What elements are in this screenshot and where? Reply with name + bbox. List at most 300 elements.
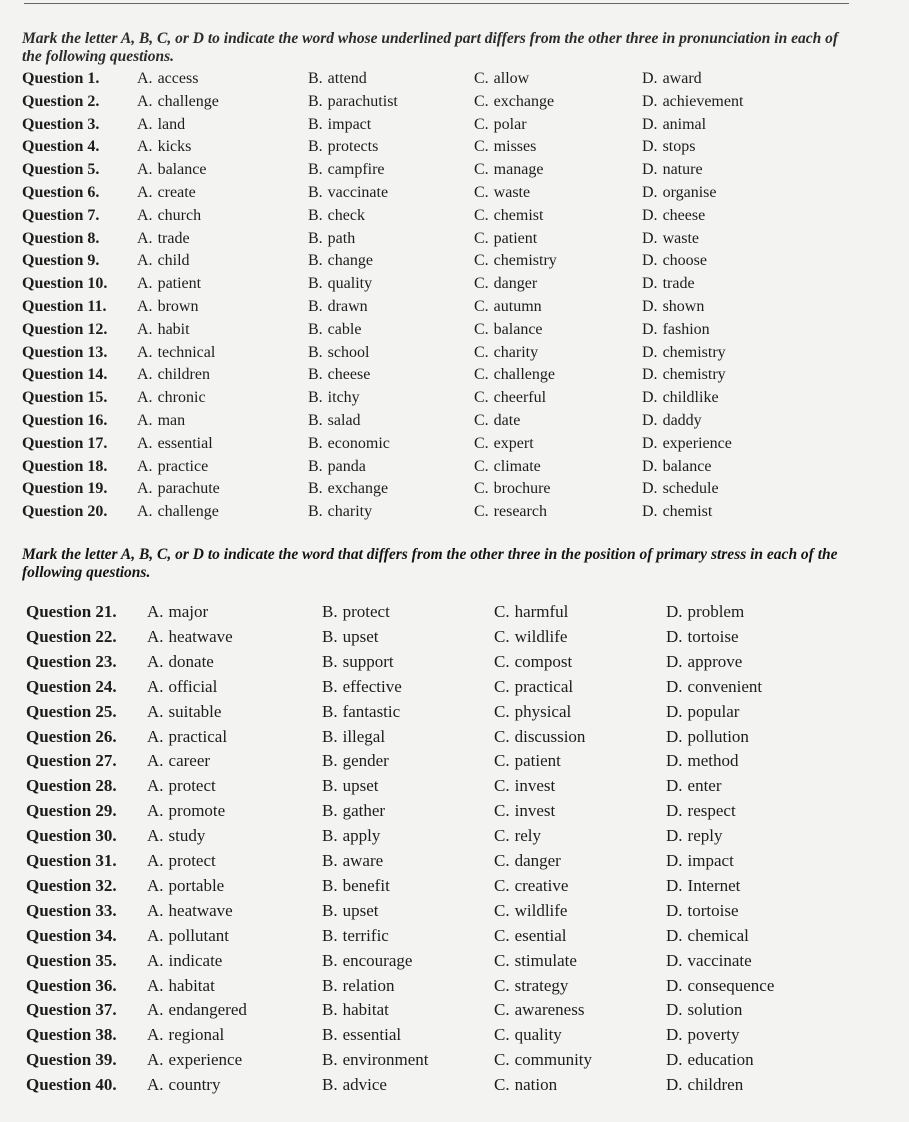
option-b[interactable] (322, 876, 390, 896)
option-b[interactable] (322, 801, 385, 821)
option-word: childlike (662, 389, 719, 407)
question-row (22, 70, 882, 92)
option-word: major (168, 602, 209, 621)
option-d[interactable] (642, 480, 719, 498)
option-a[interactable] (137, 412, 185, 430)
option-d[interactable] (666, 851, 734, 871)
option-word: impact (687, 851, 734, 870)
option-letter: B. (308, 343, 323, 361)
option-word: indicate (168, 950, 223, 970)
question-row (26, 826, 886, 848)
option-c[interactable] (474, 70, 529, 88)
option-word: danger (493, 275, 538, 293)
option-d[interactable] (666, 1075, 743, 1095)
option-b[interactable] (308, 389, 360, 407)
question-label: Question 25. (26, 701, 117, 721)
option-word: schedule (662, 480, 719, 498)
option-d[interactable] (666, 677, 762, 697)
option-b[interactable] (322, 951, 412, 971)
option-a[interactable] (137, 275, 201, 293)
option-d[interactable] (642, 366, 726, 384)
option-a[interactable] (137, 138, 191, 156)
option-d[interactable] (642, 93, 743, 111)
option-letter: B. (308, 389, 323, 407)
option-word: path (327, 229, 356, 247)
option-word: drawn (327, 298, 368, 315)
option-letter: A. (147, 801, 164, 821)
option-a[interactable] (147, 776, 216, 796)
option-d[interactable] (666, 801, 736, 821)
option-b[interactable] (308, 138, 378, 156)
option-letter: A. (147, 925, 164, 945)
option-letter: D. (642, 92, 658, 110)
option-letter: D. (642, 275, 658, 293)
question-row (22, 184, 882, 206)
option-b[interactable] (308, 480, 388, 498)
option-letter: D. (666, 975, 683, 995)
option-b[interactable] (322, 976, 395, 996)
option-c[interactable] (474, 298, 542, 316)
option-a[interactable] (147, 727, 227, 747)
option-letter: D. (666, 875, 683, 895)
option-a[interactable] (147, 1000, 247, 1020)
option-letter: C. (474, 298, 489, 315)
question-label: Question 36. (26, 975, 117, 995)
option-letter: A. (137, 184, 153, 201)
option-word: effective (342, 676, 402, 696)
option-c[interactable] (474, 503, 547, 521)
option-c[interactable] (494, 1025, 562, 1045)
question-label: Question 11. (22, 298, 107, 315)
option-c[interactable] (494, 901, 567, 921)
option-b[interactable] (308, 366, 370, 384)
option-c[interactable] (474, 480, 551, 498)
option-b[interactable] (322, 926, 389, 946)
option-word: trade (157, 229, 190, 247)
option-letter: B. (308, 161, 323, 179)
option-b[interactable] (308, 207, 365, 225)
option-letter: A. (137, 161, 153, 179)
option-b[interactable] (308, 298, 368, 316)
option-c[interactable] (494, 1000, 584, 1020)
option-c[interactable] (494, 751, 561, 771)
option-a[interactable] (147, 901, 233, 921)
option-word: date (493, 412, 521, 429)
option-b[interactable] (308, 252, 373, 270)
option-letter: C. (494, 651, 510, 671)
option-letter: B. (308, 434, 323, 452)
option-letter: C. (494, 626, 510, 646)
option-a[interactable] (147, 951, 222, 971)
option-word: study (168, 826, 206, 846)
question-row (22, 161, 882, 183)
option-d[interactable] (666, 652, 742, 672)
option-letter: D. (642, 184, 658, 201)
option-word: children (157, 366, 210, 384)
option-letter: C. (474, 434, 489, 452)
option-b[interactable] (308, 184, 388, 202)
option-letter: C. (474, 161, 489, 179)
option-d[interactable] (642, 230, 699, 248)
option-letter: A. (137, 275, 153, 293)
option-d[interactable] (642, 321, 710, 339)
option-c[interactable] (494, 602, 568, 622)
option-a[interactable] (137, 161, 206, 179)
option-d[interactable] (642, 344, 726, 362)
option-b[interactable] (322, 652, 394, 672)
option-a[interactable] (137, 389, 206, 407)
option-d[interactable] (666, 1050, 754, 1070)
option-b[interactable] (322, 602, 390, 622)
option-a[interactable] (137, 298, 198, 316)
option-letter: A. (147, 900, 164, 920)
option-a[interactable] (147, 1050, 242, 1070)
option-word: campfire (327, 161, 385, 179)
option-c[interactable] (494, 1075, 557, 1095)
question-row (22, 389, 882, 411)
option-c[interactable] (494, 951, 577, 971)
option-a[interactable] (137, 366, 210, 384)
option-letter: C. (494, 900, 510, 920)
option-letter: D. (642, 457, 658, 475)
option-d[interactable] (666, 751, 739, 771)
option-word: practice (157, 457, 209, 475)
question-label: Question 39. (26, 1050, 117, 1070)
option-d[interactable] (642, 412, 702, 430)
option-word: achievement (662, 92, 744, 110)
option-c[interactable] (474, 435, 534, 453)
option-c[interactable] (474, 93, 554, 111)
option-a[interactable] (147, 926, 229, 946)
option-d[interactable] (666, 727, 749, 747)
option-d[interactable] (666, 876, 740, 896)
option-d[interactable] (666, 951, 752, 971)
option-b[interactable] (322, 851, 383, 871)
option-word: support (342, 651, 394, 671)
option-a[interactable] (137, 70, 198, 88)
option-a[interactable] (137, 321, 190, 339)
option-word: parachute (157, 480, 220, 498)
option-a[interactable] (147, 751, 210, 771)
option-word: chemical (687, 925, 749, 945)
option-d[interactable] (666, 826, 722, 846)
option-word: misses (493, 138, 537, 156)
option-letter: A. (147, 651, 164, 671)
option-word: creative (514, 875, 569, 895)
option-d[interactable] (642, 435, 732, 453)
option-c[interactable] (474, 184, 530, 202)
option-letter: D. (666, 651, 683, 671)
option-b[interactable] (308, 344, 369, 362)
option-a[interactable] (147, 801, 225, 821)
option-letter: D. (642, 412, 658, 429)
option-letter: D. (642, 389, 658, 407)
option-d[interactable] (666, 602, 744, 622)
option-letter: C. (474, 92, 489, 110)
option-c[interactable] (474, 230, 537, 248)
option-d[interactable] (666, 776, 722, 796)
option-b[interactable] (308, 230, 355, 248)
option-b[interactable] (322, 1075, 387, 1095)
option-b[interactable] (322, 1025, 401, 1045)
question-label: Question 33. (26, 900, 117, 920)
option-c[interactable] (474, 275, 537, 293)
option-c[interactable] (494, 876, 568, 896)
option-letter: B. (308, 252, 323, 270)
option-word: protect (342, 602, 390, 621)
option-c[interactable] (494, 926, 567, 946)
option-letter: A. (147, 950, 164, 970)
option-word: environment (342, 1050, 429, 1070)
option-c[interactable] (494, 801, 555, 821)
option-d[interactable] (642, 458, 711, 476)
option-d[interactable] (642, 138, 695, 156)
question-row (26, 702, 886, 724)
option-letter: C. (474, 320, 489, 338)
option-c[interactable] (494, 702, 571, 722)
option-letter: B. (322, 801, 338, 821)
option-word: protects (327, 138, 379, 156)
option-b[interactable] (322, 727, 385, 747)
option-word: awareness (514, 1000, 585, 1020)
option-word: popular (687, 701, 740, 721)
option-c[interactable] (494, 652, 572, 672)
option-c[interactable] (474, 252, 557, 270)
option-a[interactable] (137, 503, 219, 521)
option-letter: B. (308, 184, 323, 201)
option-word: encourage (342, 950, 413, 970)
option-d[interactable] (666, 1000, 742, 1020)
option-a[interactable] (137, 252, 190, 270)
option-letter: A. (137, 298, 153, 315)
option-word: chemistry (662, 343, 726, 361)
question-label: Question 26. (26, 726, 117, 746)
option-c[interactable] (474, 366, 555, 384)
question-label: Question 9. (22, 252, 100, 270)
option-d[interactable] (642, 184, 716, 202)
option-word: cheese (327, 366, 371, 384)
option-a[interactable] (147, 976, 215, 996)
question-label: Question 30. (26, 826, 117, 846)
option-letter: C. (474, 412, 489, 429)
option-c[interactable] (494, 677, 573, 697)
option-letter: B. (308, 298, 323, 315)
option-a[interactable] (147, 627, 233, 647)
option-b[interactable] (308, 435, 390, 453)
question-label: Question 18. (22, 457, 108, 475)
option-d[interactable] (666, 901, 739, 921)
option-letter: C. (494, 851, 510, 870)
option-d[interactable] (642, 503, 712, 521)
option-b[interactable] (322, 751, 389, 771)
option-b[interactable] (322, 776, 378, 796)
option-word: change (327, 252, 373, 270)
option-a[interactable] (137, 184, 196, 202)
option-d[interactable] (666, 702, 739, 722)
option-c[interactable] (474, 116, 527, 134)
option-c[interactable] (474, 389, 546, 407)
option-a[interactable] (147, 851, 216, 871)
option-b[interactable] (308, 275, 372, 293)
option-word: pollutant (168, 925, 229, 945)
option-a[interactable] (137, 435, 213, 453)
option-word: chemist (493, 206, 544, 224)
option-d[interactable] (642, 252, 707, 270)
option-letter: C. (494, 925, 510, 945)
option-word: fashion (662, 320, 710, 338)
option-b[interactable] (308, 70, 367, 88)
option-d[interactable] (642, 207, 705, 225)
option-word: illegal (342, 726, 386, 746)
option-b[interactable] (308, 412, 361, 430)
option-c[interactable] (474, 138, 536, 156)
option-c[interactable] (494, 826, 541, 846)
option-b[interactable] (308, 116, 371, 134)
option-d[interactable] (642, 275, 695, 293)
option-b[interactable] (308, 93, 398, 111)
option-letter: D. (666, 1075, 683, 1095)
option-a[interactable] (147, 876, 224, 896)
option-a[interactable] (137, 93, 219, 111)
option-b[interactable] (308, 503, 372, 521)
option-word: allow (493, 70, 530, 87)
option-word: cable (327, 320, 362, 338)
option-letter: B. (322, 751, 338, 771)
option-b[interactable] (322, 702, 400, 722)
option-letter: D. (642, 70, 658, 87)
option-a[interactable] (137, 230, 190, 248)
option-d[interactable] (642, 161, 703, 179)
option-a[interactable] (147, 702, 221, 722)
option-letter: C. (494, 751, 510, 771)
option-letter: B. (322, 826, 338, 846)
option-word: organise (662, 184, 717, 201)
option-letter: C. (494, 1050, 510, 1070)
option-letter: B. (308, 115, 323, 133)
option-b[interactable] (308, 458, 366, 476)
option-word: salad (327, 412, 361, 429)
option-word: chemist (662, 503, 713, 521)
option-a[interactable] (137, 116, 185, 134)
option-a[interactable] (147, 652, 214, 672)
option-c[interactable] (474, 161, 543, 179)
option-a[interactable] (147, 1075, 220, 1095)
option-a[interactable] (147, 602, 208, 622)
option-letter: C. (494, 875, 510, 895)
option-word: quality (514, 1025, 562, 1045)
option-word: country (168, 1075, 221, 1095)
option-letter: D. (642, 366, 658, 384)
option-letter: C. (474, 275, 489, 293)
option-d[interactable] (666, 926, 749, 946)
option-word: strategy (514, 975, 569, 995)
option-c[interactable] (494, 627, 567, 647)
option-word: technical (157, 343, 216, 361)
option-a[interactable] (137, 480, 220, 498)
option-word: animal (662, 115, 707, 133)
option-c[interactable] (494, 851, 561, 871)
option-c[interactable] (474, 458, 541, 476)
option-word: solution (687, 1000, 743, 1020)
option-word: chemistry (662, 366, 726, 384)
option-word: cheese (662, 206, 706, 224)
option-letter: A. (137, 366, 153, 384)
option-letter: D. (642, 434, 658, 452)
section1-instruction: Mark the letter A, B, C, or D to indicate the word whose underlined part differs from the other three in pronunciation in each of the following questions. (22, 30, 838, 65)
option-letter: B. (322, 776, 338, 796)
option-a[interactable] (137, 458, 208, 476)
option-d[interactable] (642, 298, 704, 316)
question-label: Question 31. (26, 851, 117, 870)
option-c[interactable] (474, 207, 543, 225)
option-b[interactable] (322, 1050, 429, 1070)
option-d[interactable] (666, 976, 774, 996)
question-row (26, 851, 886, 873)
question-row (22, 344, 882, 366)
option-b[interactable] (322, 627, 378, 647)
option-d[interactable] (666, 1025, 739, 1045)
option-b[interactable] (322, 901, 378, 921)
option-c[interactable] (474, 344, 538, 362)
option-c[interactable] (494, 1050, 592, 1070)
option-word: brochure (493, 480, 551, 498)
question-label: Question 22. (26, 626, 117, 646)
option-letter: B. (322, 875, 338, 895)
option-b[interactable] (322, 826, 380, 846)
option-c[interactable] (494, 727, 585, 747)
option-d[interactable] (666, 627, 739, 647)
question-row (22, 366, 882, 388)
option-letter: A. (137, 115, 153, 133)
option-word: children (687, 1075, 744, 1095)
option-c[interactable] (494, 776, 555, 796)
option-letter: D. (642, 229, 658, 247)
option-a[interactable] (147, 826, 205, 846)
question-label: Question 38. (26, 1025, 117, 1045)
option-c[interactable] (494, 976, 568, 996)
option-word: access (157, 70, 199, 87)
option-letter: A. (147, 1000, 164, 1020)
option-letter: C. (474, 70, 489, 87)
option-letter: B. (322, 1025, 338, 1045)
option-a[interactable] (147, 1025, 224, 1045)
top-rule (24, 3, 849, 4)
option-letter: C. (494, 1000, 510, 1020)
option-b[interactable] (308, 321, 361, 339)
option-b[interactable] (322, 1000, 389, 1020)
option-a[interactable] (137, 344, 215, 362)
option-a[interactable] (147, 677, 217, 697)
option-d[interactable] (642, 70, 702, 88)
option-d[interactable] (642, 389, 719, 407)
question-row (26, 677, 886, 699)
option-letter: C. (474, 366, 489, 384)
option-word: charity (493, 343, 539, 361)
option-b[interactable] (308, 161, 385, 179)
option-word: protect (168, 851, 216, 870)
option-letter: A. (137, 252, 153, 270)
option-a[interactable] (137, 207, 201, 225)
option-c[interactable] (474, 412, 520, 430)
option-letter: D. (642, 343, 658, 361)
question-label: Question 10. (22, 275, 108, 293)
option-c[interactable] (474, 321, 543, 339)
option-b[interactable] (322, 677, 402, 697)
question-label: Question 23. (26, 651, 117, 671)
option-word: chemistry (493, 252, 557, 270)
option-d[interactable] (642, 116, 706, 134)
option-word: patient (157, 275, 202, 293)
